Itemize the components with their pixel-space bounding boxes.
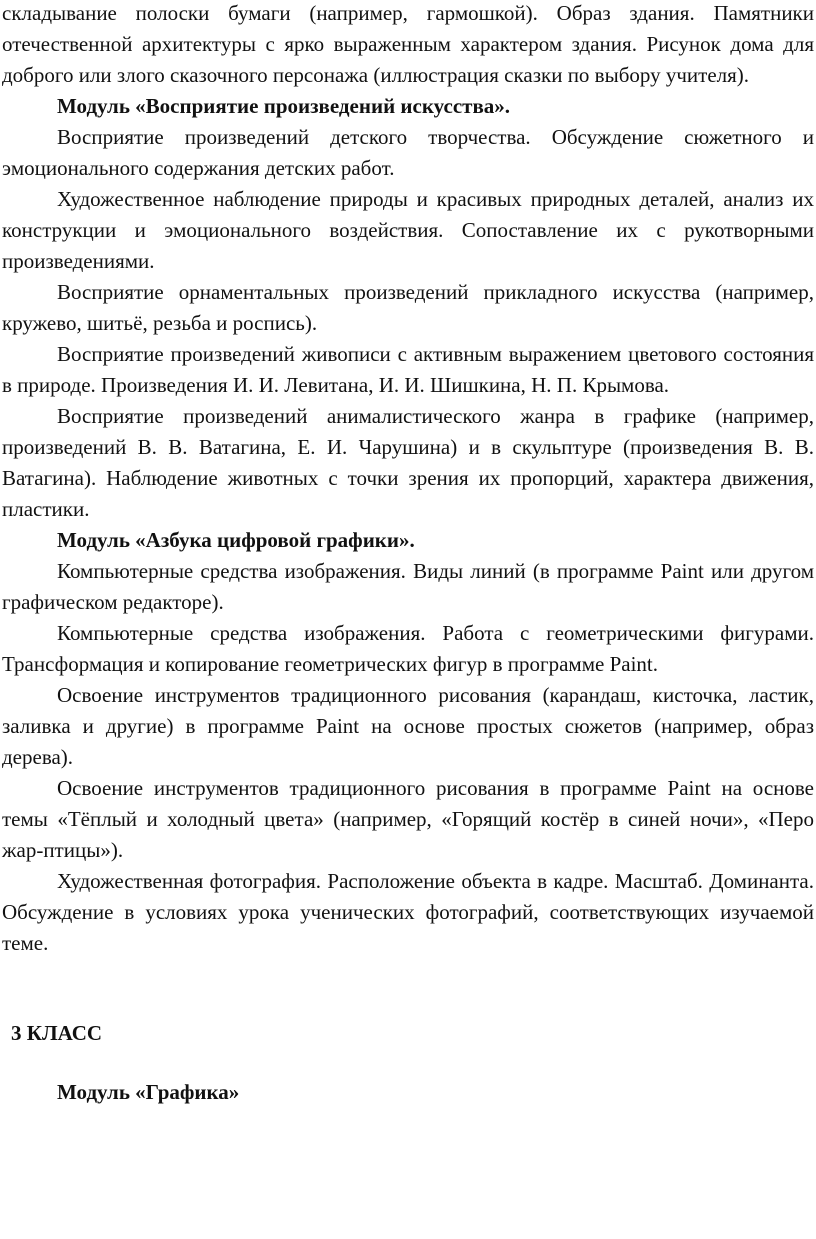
paragraph: Восприятие орнаментальных произведений прикладного искусства (например, кружево, шитьё, резьба и роспись). bbox=[2, 280, 814, 335]
paragraph: Восприятие произведений детского творчества. Обсуждение сюжетного и эмоционального содержания детских работ. bbox=[2, 125, 814, 180]
module-heading-digital: Модуль «Азбука цифровой графики». bbox=[57, 528, 415, 552]
blank-line bbox=[2, 959, 814, 990]
module-heading-graphics: Модуль «Графика» bbox=[57, 1080, 240, 1104]
paragraph: Восприятие произведений живописи с активным выражением цветового состояния в природе. Произведения И. И. Левитана, И. И. Шишкина, Н. П. Крымова. bbox=[2, 342, 814, 397]
paragraph: Компьютерные средства изображения. Виды линий (в программе Paint или другом графическом редакторе). bbox=[2, 559, 814, 614]
paragraph: Компьютерные средства изображения. Работа с геометрическими фигурами. Трансформация и копирование геометрических фигур в программе Paint. bbox=[2, 621, 814, 676]
paragraph: Освоение инструментов традиционного рисования в программе Paint на основе темы «Тёплый и холодный цвета» (например, «Горящий костёр в синей ночи», «Перо жар-птицы»). bbox=[2, 776, 814, 862]
paragraph: Художественное наблюдение природы и красивых природных деталей, анализ их конструкции и эмоционального воздействия. Сопоставление их с рукотворными произведениями. bbox=[2, 187, 814, 273]
module-heading-perception: Модуль «Восприятие произведений искусства». bbox=[57, 94, 511, 118]
document-content bbox=[2, 0, 814, 1108]
paragraph-continuation: складывание полоски бумаги (например, гармошкой). Образ здания. Памятники отечественной архитектуры с ярко выраженным характером здания. Рисунок дома для доброго или злого сказочного персонажа (иллюстрация сказки по выбору учителя). bbox=[2, 1, 814, 87]
paragraph: Художественная фотография. Расположение объекта в кадре. Масштаб. Доминанта. Обсуждение в условиях урока ученических фотографий, соответствующих изучаемой теме. bbox=[2, 869, 814, 955]
class-title: 3 КЛАСС bbox=[11, 1021, 103, 1045]
paragraph: Восприятие произведений анималистического жанра в графике (например, произведений В. В. Ватагина, Е. И. Чарушина) и в скульптуре (произведения В. В. Ватагина). Наблюдение животных с точки зрения их пропорций, характера движения, пластики. bbox=[2, 404, 814, 521]
paragraph: Освоение инструментов традиционного рисования (карандаш, кисточка, ластик, заливка и другие) в программе Paint на основе простых сюжетов (например, образ дерева). bbox=[2, 683, 814, 769]
